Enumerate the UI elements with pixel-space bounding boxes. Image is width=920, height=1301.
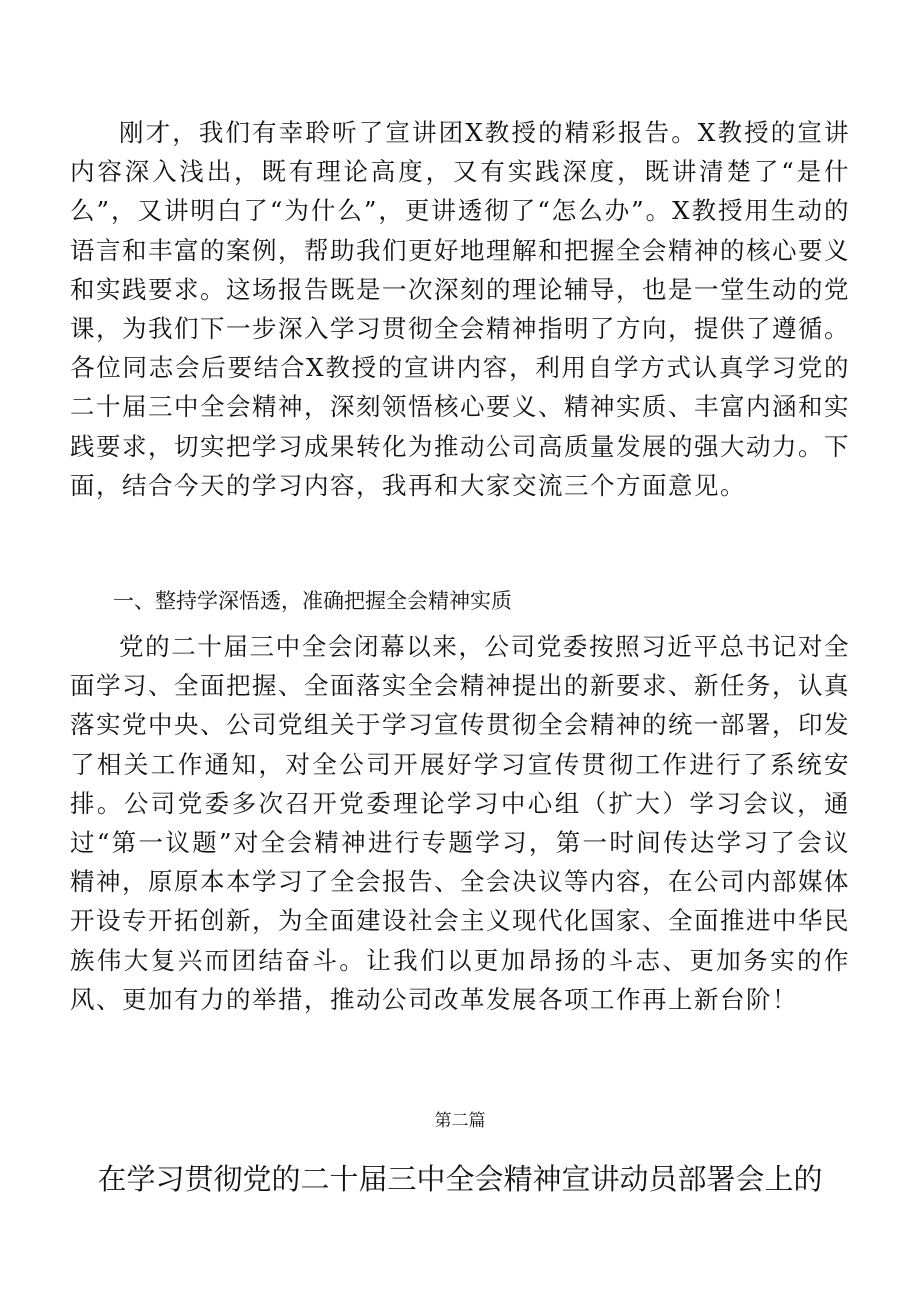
chapter-label: 第二篇: [434, 1111, 486, 1131]
body-paragraph-1: 刚才，我们有幸聆听了宣讲团X教授的精彩报告。X教授的宣讲内容深入浅出，既有理论高度，又有实践深度，既讲清楚了“是什么”，又讲明白了“为什么”，更讲透彻了“怎么办”。X教授用生动的语言和丰富的案例，帮助我们更好地理解和把握全会精神的核心要义和实践要求。这场报告既是一次深刻的理论辅导，也是一堂生动的党课，为我们下一步深入学习贯彻全会精神指明了方向，提供了遵循。各位同志会后要结合X教授的宣讲内容，利用自学方式认真学习党的二十届三中全会精神，深刻领悟核心要义、精神实质、丰富内涵和实践要求，切实把学习成果转化为推动公司高质量发展的强大动力。下面，结合今天的学习内容，我再和大家交流三个方面意见。: [70, 118, 850, 500]
section-heading: 一、整持学深悟透，准确把握全会精神实质: [113, 589, 512, 613]
body-paragraph-2: 党的二十届三中全会闭幕以来，公司党委按照习近平总书记对全面学习、全面把握、全面落实全会精神提出的新要求、新任务，认真落实党中央、公司党组关于学习宣传贯彻全会精神的统一部署，印发了相关工作通知，对全公司开展好学习宣传贯彻工作进行了系统安排。公司党委多次召开党委理论学习中心组（扩大）学习会议，通过“第一议题”对全会精神进行专题学习，第一时间传达学习了会议精神，原原本本学习了全会报告、全会决议等内容，在公司内部媒体开设专开拓创新，为全面建设社会主义现代化国家、全面推进中华民族伟大复兴而团结奋斗。让我们以更加昂扬的斗志、更加务实的作风、更加有力的举措，推动公司改革发展各项工作再上新台阶！: [70, 632, 850, 1014]
document-title: 在学习贯彻党的二十届三中全会精神宣讲动员部署会上的: [97, 1162, 823, 1196]
